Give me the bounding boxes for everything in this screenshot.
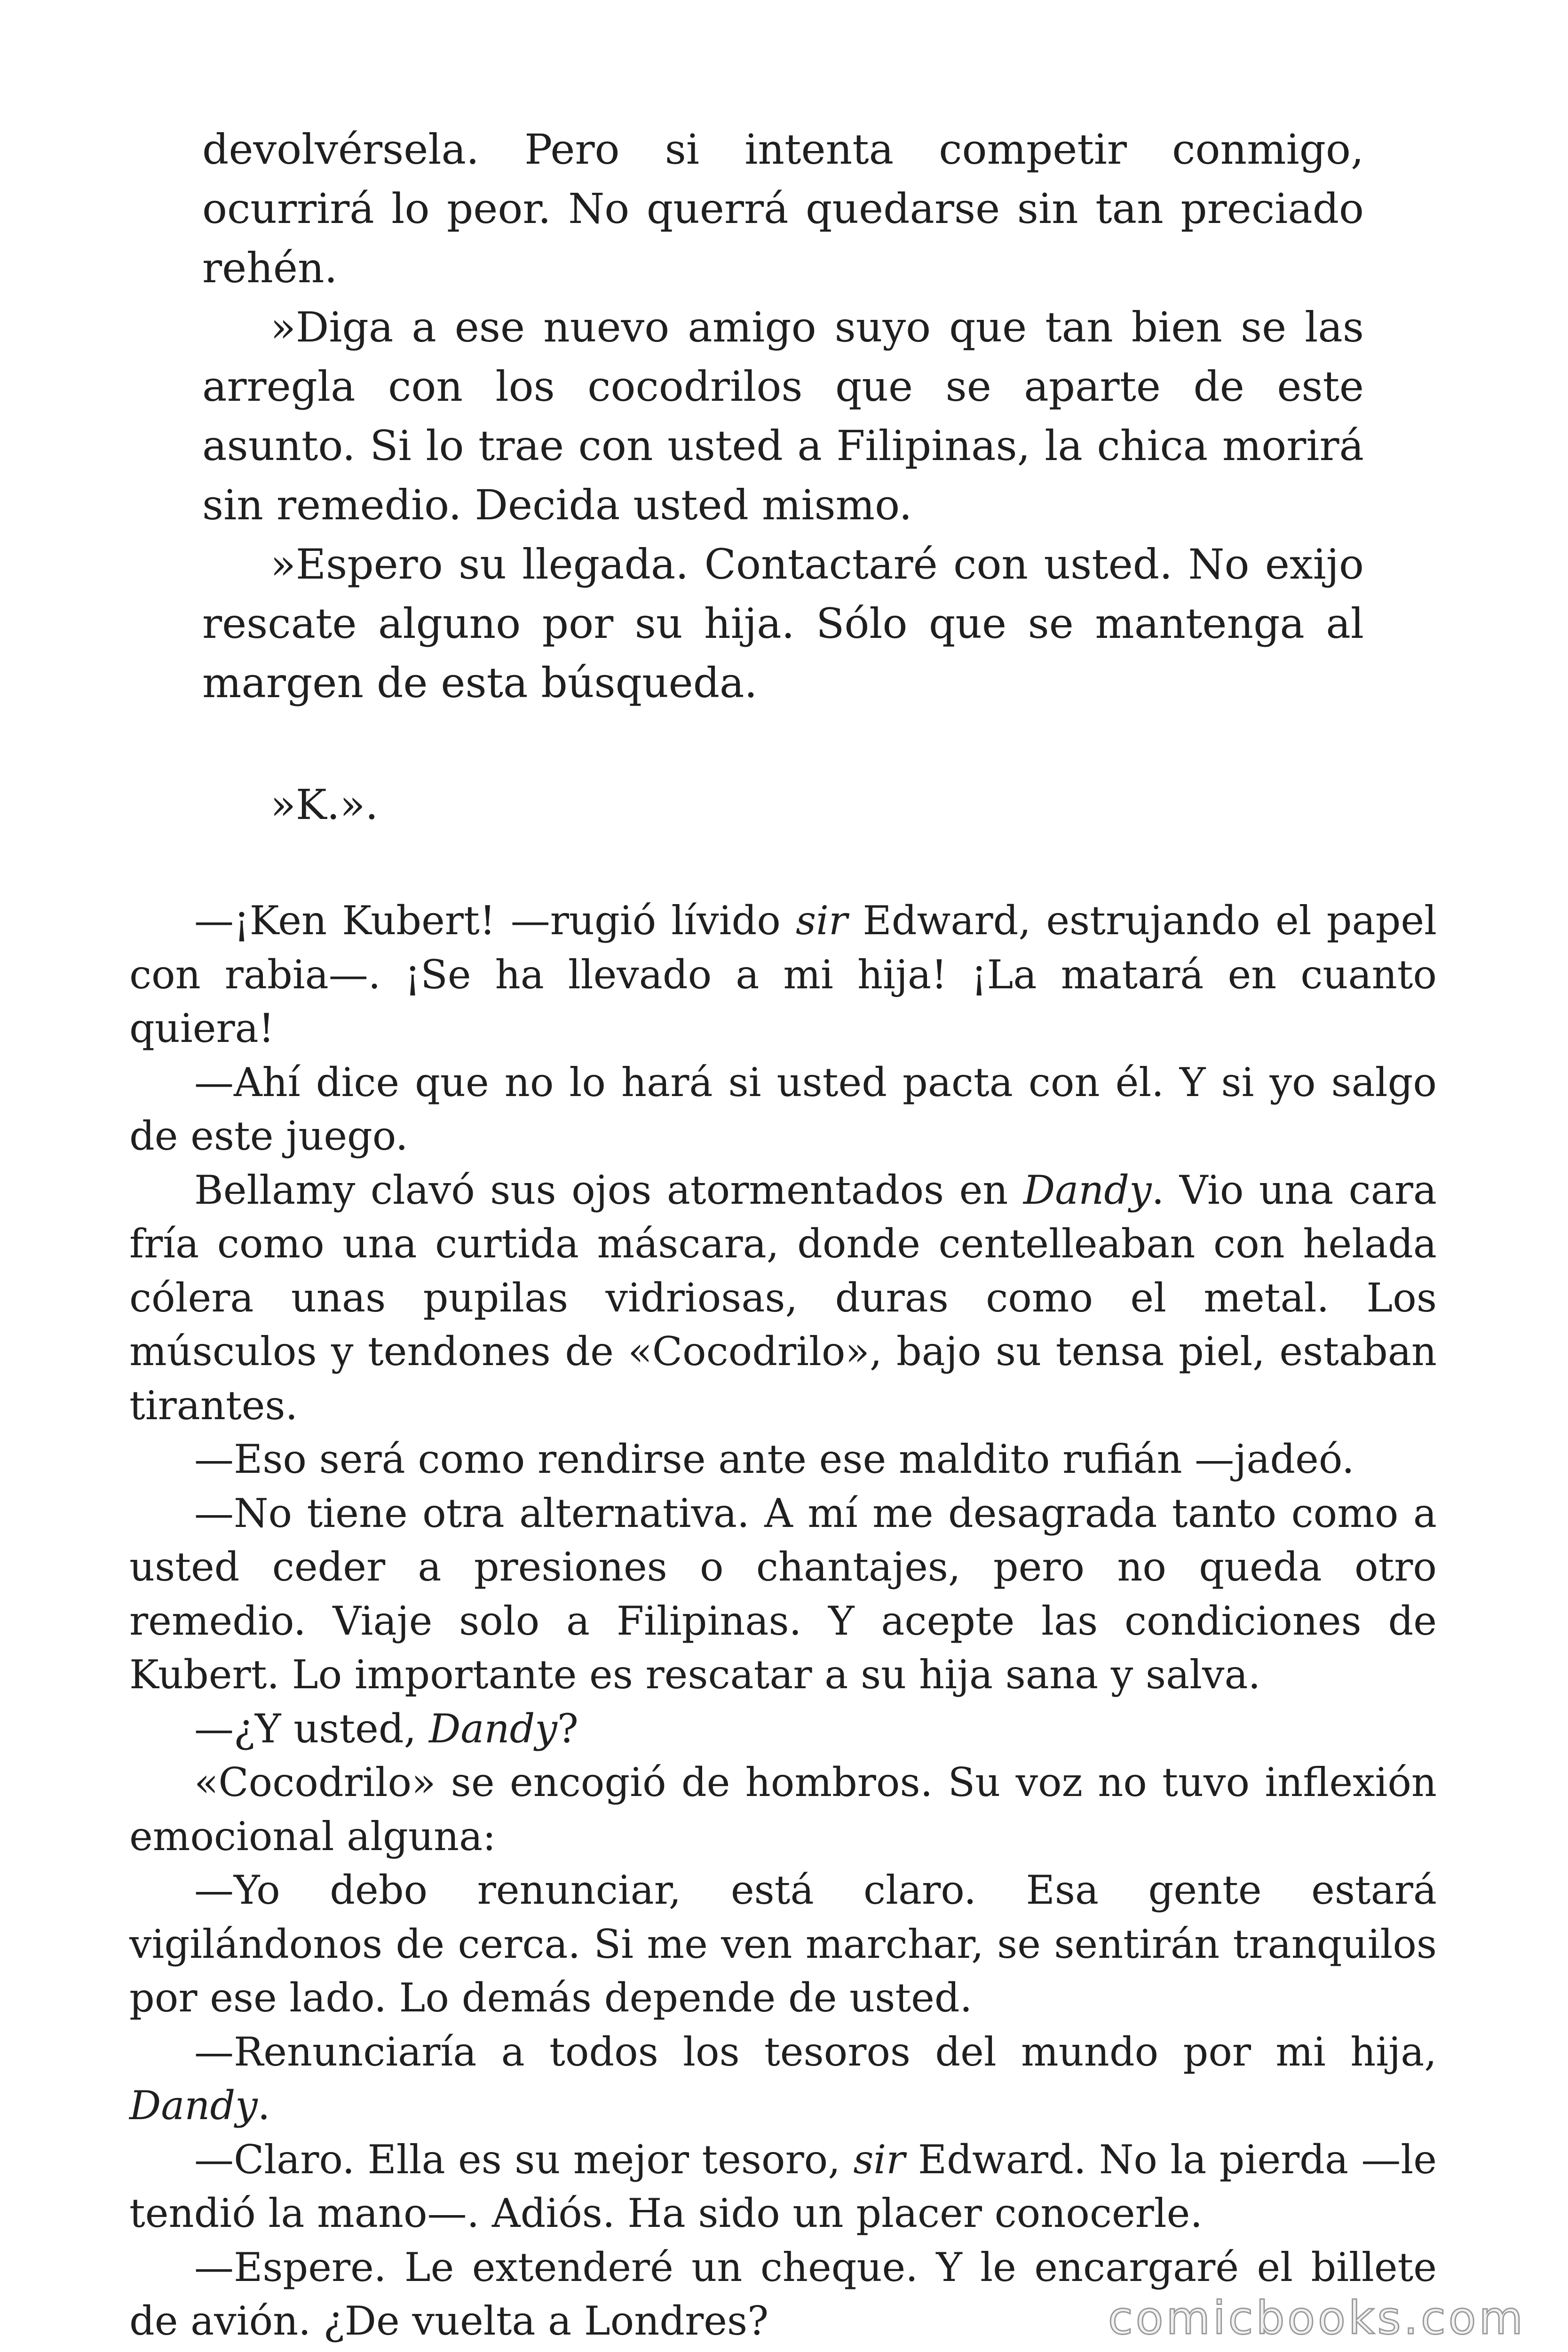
text-run: Edward, estrujando el papel con rabia—. ¡Se ha llevado a mi hija! ¡La matará en cuanto quiera! (129, 898, 1437, 1051)
italic-run: Dandy (1023, 1167, 1152, 1213)
narrative-paragraph-3 (129, 1163, 1437, 1433)
text-run: . (257, 2082, 270, 2129)
narrative-block (129, 894, 1437, 2348)
italic-run: Dandy (429, 1705, 557, 1752)
narrative-paragraph-10 (129, 2133, 1437, 2241)
narrative-paragraph-11: —Espere. Le extenderé un cheque. Y le encargaré el billete de avión. ¿De vuelta a Londres? (129, 2244, 1437, 2344)
text-run: Bellamy clavó sus ojos atormentados en (194, 1167, 1023, 1213)
italic-run: sir (853, 2136, 905, 2183)
narrative-paragraph-2: —Ahí dice que no lo hará si usted pacta con él. Y si yo salgo de este juego. (129, 1059, 1437, 1159)
italic-run: Dandy (129, 2082, 258, 2129)
letter-paragraph-3: »Espero su llegada. Contactaré con usted. No exijo rescate alguno por su hija. Sólo que se mantenga al margen de esta búsqueda. (202, 540, 1364, 707)
text-run: . Vio una cara fría como una curtida máscara, donde centelleaban con helada cólera unas pupilas vidriosas, duras como el metal. Los músculos y tendones de «Cocodrilo», bajo su tensa piel, estaban tirantes. (129, 1167, 1437, 1429)
letter-block (202, 120, 1364, 713)
letter-paragraph-2: »Diga a ese nuevo amigo suyo que tan bien se las arregla con los cocodrilos que se aparte de este asunto. Si lo trae con usted a Filipinas, la chica morirá sin remedio. Decida usted mismo. (202, 303, 1364, 529)
text-run: —Claro. Ella es su mejor tesoro, (194, 2136, 854, 2183)
text-run: —Renunciaría a todos los tesoros del mundo por mi hija, (194, 2028, 1437, 2075)
watermark: comicbooks.com (1108, 2292, 1526, 2344)
narrative-paragraph-6 (129, 1702, 1437, 1756)
narrative-paragraph-9 (129, 2025, 1437, 2133)
narrative-paragraph-7: «Cocodrilo» se encogió de hombros. Su voz no tuvo inflexión emocional alguna: (129, 1759, 1437, 1859)
narrative-paragraph-4: —Eso será como rendirse ante ese maldito rufián —jadeó. (194, 1436, 1354, 1482)
text-run: Edward. No la pierda —le tendió la mano—. Adiós. Ha sido un placer conocerle. (129, 2136, 1437, 2236)
letter-paragraph-1: devolvérsela. Pero si intenta competir conmigo, ocurrirá lo peor. No querrá quedarse sin tan preciado rehén. (202, 125, 1364, 292)
text-run: ? (557, 1705, 578, 1752)
narrative-paragraph-5: —No tiene otra alternativa. A mí me desagrada tanto como a usted ceder a presiones o chantajes, pero no queda otro remedio. Viaje solo a Filipinas. Y acepte las condiciones de Kubert. Lo importante es rescatar a su hija sana y salva. (129, 1490, 1437, 1698)
italic-run: sir (796, 898, 848, 944)
letter-signature: »K.». (270, 780, 379, 829)
text-run: —¿Y usted, (194, 1705, 429, 1752)
narrative-paragraph-1 (129, 894, 1437, 1056)
text-run: —¡Ken Kubert! —rugió lívido (194, 898, 796, 944)
narrative-paragraph-8: —Yo debo renunciar, está claro. Esa gente estará vigilándonos de cerca. Si me ven marchar, se sentirán tranquilos por ese lado. Lo demás depende de usted. (129, 1867, 1437, 2021)
